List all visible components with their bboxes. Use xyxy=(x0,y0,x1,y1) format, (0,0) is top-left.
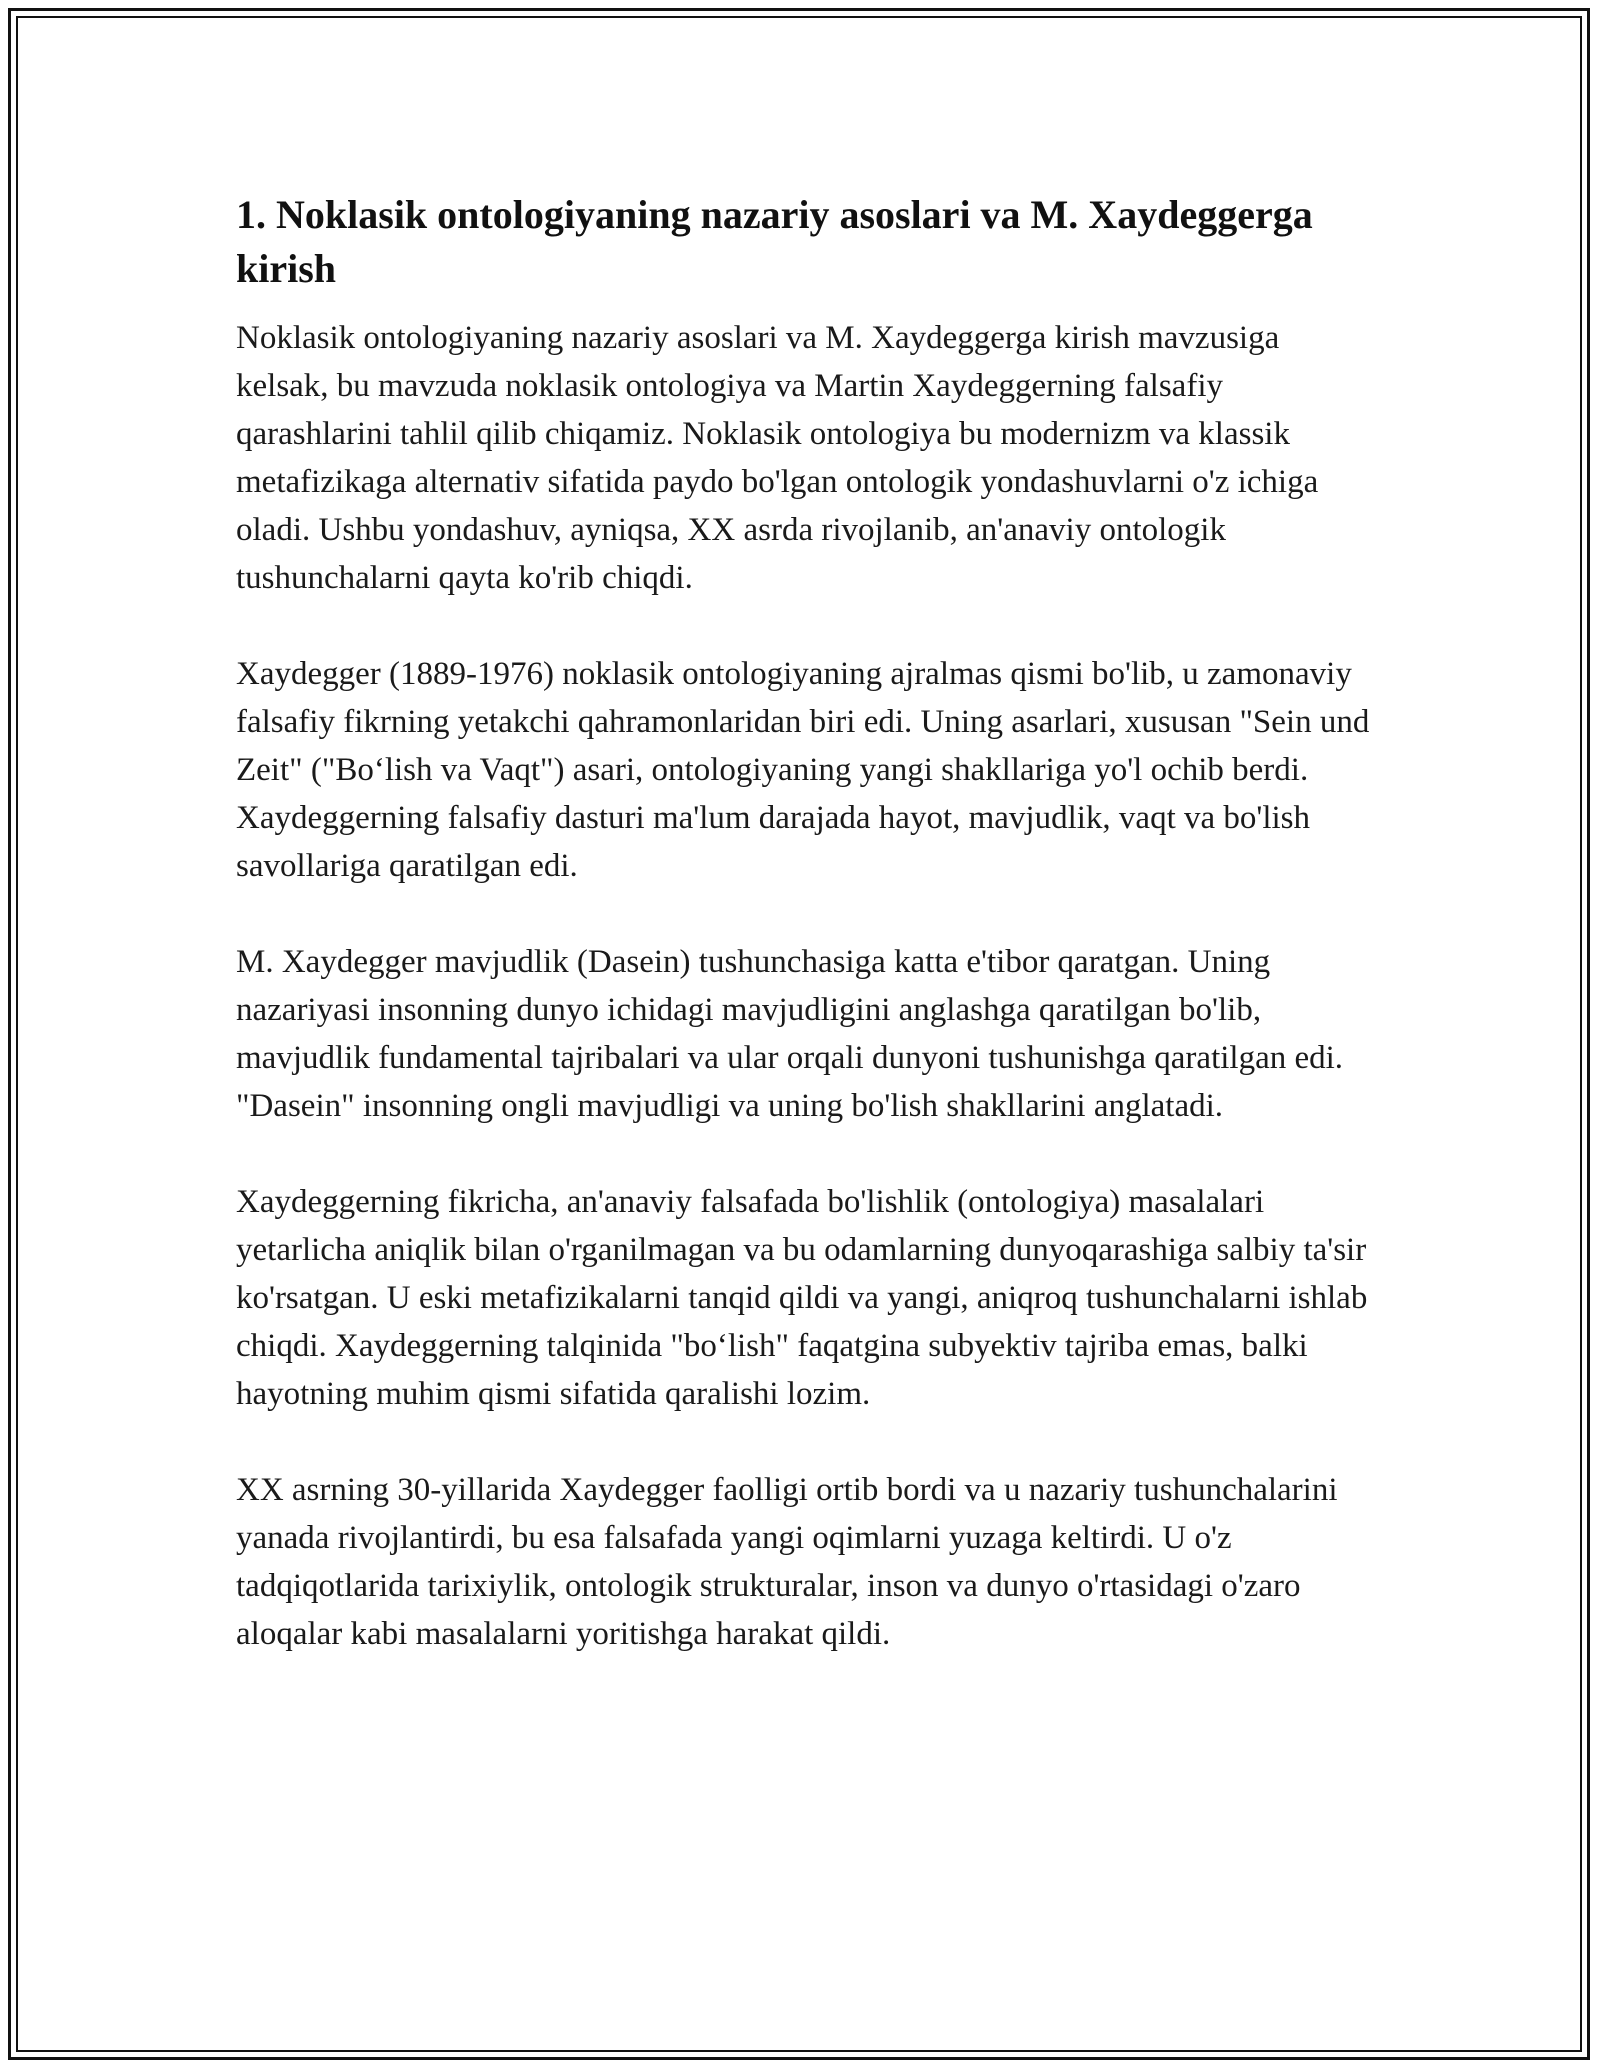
paragraph-5: XX asrning 30-yillarida Xaydegger faolligi ortib bordi va u nazariy tushunchalarini yanada rivojlantirdi, bu esa falsafada yangi oqimlarni yuzaga keltirdi. U o'z tadqiqotlarida tarixiylik, ontologik strukturalar, inson va dunyo o'rtasidagi o'zaro aloqalar kabi masalalarni yoritishga harakat qildi. xyxy=(236,1472,1338,1652)
section-heading: 1. Noklasik ontologiyaning nazariy asoslari va M. Xaydeggerga kirish xyxy=(236,192,1313,291)
paragraph-2: Xaydegger (1889-1976) noklasik ontologiyaning ajralmas qismi bo'lib, u zamonaviy falsafiy fikrning yetakchi qahramonlaridan biri edi. Uning asarlari, xususan "Sein und Zeit" ("Bo‘lish va Vaqt") asari, ontologiyaning yangi shakllariga yo'l ochib berdi. Xaydeggerning falsafiy dasturi ma'lum darajada hayot, mavjudlik, vaqt va bo'lish savollariga qaratilgan edi. xyxy=(236,656,1370,884)
document-body xyxy=(236,188,1374,1706)
paragraph-1: Noklasik ontologiyaning nazariy asoslari va M. Xaydeggerga kirish mavzusiga kelsak, bu mavzuda noklasik ontologiya va Martin Xaydeggerning falsafiy qarashlarini tahlil qilib chiqamiz. Noklasik ontologiya bu modernizm va klassik metafizikaga alternativ sifatida paydo bo'lgan ontologik yondashuvlarni o'z ichiga oladi. Ushbu yondashuv, ayniqsa, XX asrda rivojlanib, an'anaviy ontologik tushunchalarni qayta ko'rib chiqdi. xyxy=(236,320,1319,596)
paragraph-3: M. Xaydegger mavjudlik (Dasein) tushunchasiga katta e'tibor qaratgan. Uning nazariyasi insonning dunyo ichidagi mavjudligini anglashga qaratilgan bo'lib, mavjudlik fundamental tajribalari va ular orqali dunyoni tushunishga qaratilgan edi. "Dasein" insonning ongli mavjudligi va uning bo'lish shakllarini anglatadi. xyxy=(236,944,1344,1124)
paragraph-4: Xaydeggerning fikricha, an'anaviy falsafada bo'lishlik (ontologiya) masalalari yetarlicha aniqlik bilan o'rganilmagan va bu odamlarning dunyoqarashiga salbiy ta'sir ko'rsatgan. U eski metafizikalarni tanqid qildi va yangi, aniqroq tushunchalarni ishlab chiqdi. Xaydeggerning talqinida "bo‘lish" faqatgina subyektiv tajriba emas, balki hayotning muhim qismi sifatida qaralishi lozim. xyxy=(236,1184,1368,1412)
